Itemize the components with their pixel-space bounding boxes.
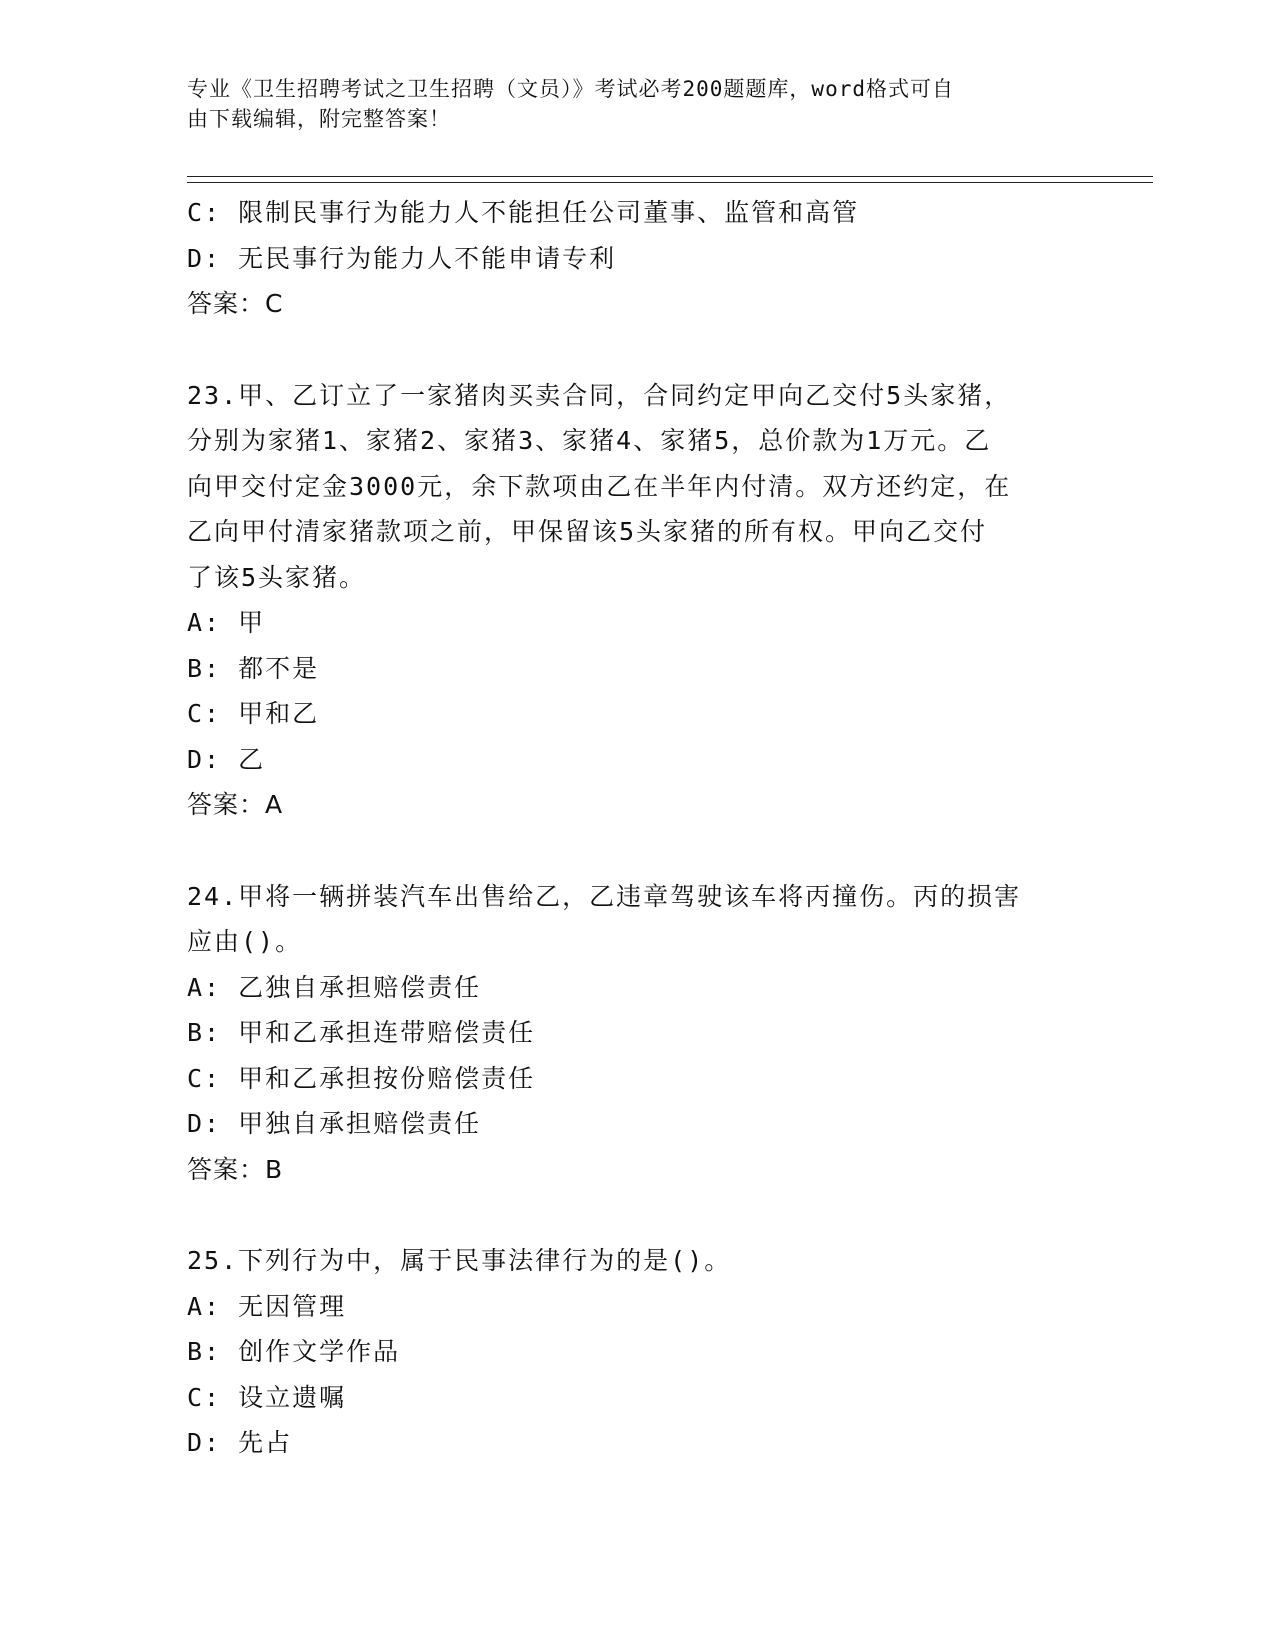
stem-line: 25.下列行为中，属于民事法律行为的是()。 [187, 1246, 732, 1275]
option-b: B: 创作文学作品 [187, 1337, 401, 1366]
answer-line: 答案：B [187, 1154, 284, 1184]
option-c: C: 设立遗嘱 [187, 1382, 347, 1412]
option-a: A: 无因管理 [187, 1291, 347, 1321]
option-c: C: 甲和乙承担按份赔偿责任 [187, 1063, 536, 1093]
document-body [187, 190, 1077, 1466]
option-b: B: 甲和乙承担连带赔偿责任 [187, 1018, 536, 1047]
question-25 [187, 1238, 1077, 1466]
answer-line: 答案：C [187, 289, 284, 318]
question-stem [187, 373, 1077, 601]
question-22-tail [187, 190, 1077, 327]
document-header [187, 74, 1067, 134]
stem-line: 向甲交付定金3000元，余下款项由乙在半年内付清。双方还约定，在 [187, 471, 1012, 501]
header-line-2: 由下载编辑，附完整答案！ [187, 107, 451, 131]
option-d: D: 先占 [187, 1428, 293, 1457]
question-23 [187, 373, 1077, 828]
header-rule-bottom [187, 182, 1153, 183]
question-stem [187, 1238, 1077, 1284]
stem-line: 乙向甲付清家猪款项之前，甲保留该5头家猪的所有权。甲向乙交付 [187, 517, 988, 546]
option-c: C: 限制民事行为能力人不能担任公司董事、监管和高管 [187, 198, 860, 227]
option-d: D: 无民事行为能力人不能申请专利 [187, 243, 617, 273]
option-d: D: 甲独自承担赔偿责任 [187, 1109, 482, 1138]
spacer [187, 828, 1077, 874]
question-24 [187, 874, 1077, 1193]
option-d: D: 乙 [187, 744, 266, 774]
option-c: C: 甲和乙 [187, 699, 320, 728]
stem-line: 了该5头家猪。 [187, 562, 367, 592]
stem-line: 24.甲将一辆拼装汽车出售给乙，乙违章驾驶该车将丙撞伤。丙的损害 [187, 881, 1022, 911]
option-a: A: 乙独自承担赔偿责任 [187, 972, 482, 1002]
header-rule-top [187, 176, 1153, 177]
header-line-1: 专业《卫生招聘考试之卫生招聘（文员）》考试必考200题题库，word格式可自 [187, 77, 954, 101]
question-stem [187, 874, 1077, 965]
option-b: B: 都不是 [187, 653, 320, 683]
answer-line: 答案：A [187, 790, 284, 819]
stem-line: 分别为家猪1、家猪2、家猪3、家猪4、家猪5，总价款为1万元。乙 [187, 426, 992, 455]
stem-line: 应由()。 [187, 927, 303, 956]
spacer [187, 327, 1077, 373]
option-a: A: 甲 [187, 608, 266, 637]
spacer [187, 1192, 1077, 1238]
stem-line: 23.甲、乙订立了一家猪肉买卖合同，合同约定甲向乙交付5头家猪， [187, 380, 1012, 410]
